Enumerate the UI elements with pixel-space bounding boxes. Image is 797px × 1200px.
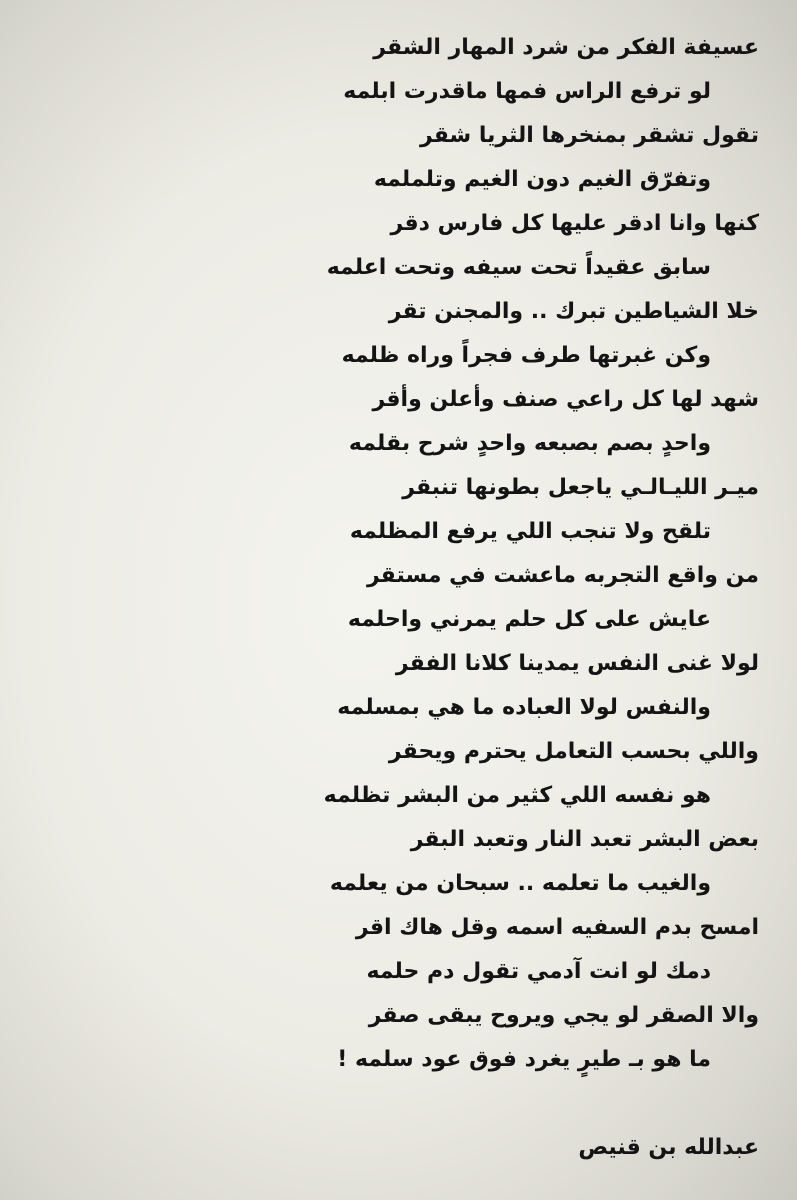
poem-line: واللي بحسب التعامل يحترم ويحقر xyxy=(388,739,759,764)
poem-line: وتفرّق الغيم دون الغيم وتلملمه xyxy=(373,167,711,192)
poem-line: خلا الشياطين تبرك .. والمجنن تقر xyxy=(388,299,759,324)
poem-line: كنها وانا ادقر عليها كل فارس دقر xyxy=(390,211,759,236)
poem-line: والا الصقر لو يجي ويروح يبقى صقر xyxy=(368,1003,759,1028)
poem-line: عايش على كل حلم يمرني واحلمه xyxy=(347,607,711,632)
poem-line: شهد لها كل راعي صنف وأعلن وأقر xyxy=(372,387,759,412)
poem-line: تقول تشقر بمنخرها الثريا شقر xyxy=(420,123,759,148)
poem-line: وكن غبرتها طرف فجراً وراه ظلمه xyxy=(341,343,711,368)
poem-line: عسيفة الفكر من شرد المهار الشقر xyxy=(373,35,759,60)
poem-line: ميـر الليـالـي ياجعل بطونها تنبقر xyxy=(402,475,759,500)
poem-line: والنفس لولا العباده ما هي بمسلمه xyxy=(337,695,711,720)
poem-line: من واقع التجربه ماعشت في مستقر xyxy=(366,563,759,588)
poem-line: تلقح ولا تنجب اللي يرفع المظلمه xyxy=(349,519,711,544)
poem-line: لولا غنى النفس يمدينا كلانا الفقر xyxy=(395,651,759,676)
poem-text xyxy=(19,26,759,1082)
poem-line: امسح بدم السفيه اسمه وقل هاك اقر xyxy=(355,915,759,940)
poem-line: ما هو بـ طيرٍ يغرد فوق عود سلمه ! xyxy=(337,1047,711,1072)
poem-line: لو ترفع الراس فمها ماقدرت ابلمه xyxy=(343,79,711,104)
poem-line: هو نفسه اللي كثير من البشر تظلمه xyxy=(323,783,711,808)
poem-line: واحدٍ بصم بصبعه واحدٍ شرح بقلمه xyxy=(348,431,711,456)
poem-line: دمك لو انت آدمي تقول دم حلمه xyxy=(366,959,711,984)
author-signature: عبدالله بن قنيص xyxy=(578,1135,759,1160)
poem-line: سابق عقيداً تحت سيفه وتحت اعلمه xyxy=(326,255,711,280)
poem-line: بعض البشر تعبد النار وتعبد البقر xyxy=(410,827,759,852)
poem-line: والغيب ما تعلمه .. سبحان من يعلمه xyxy=(329,871,711,896)
